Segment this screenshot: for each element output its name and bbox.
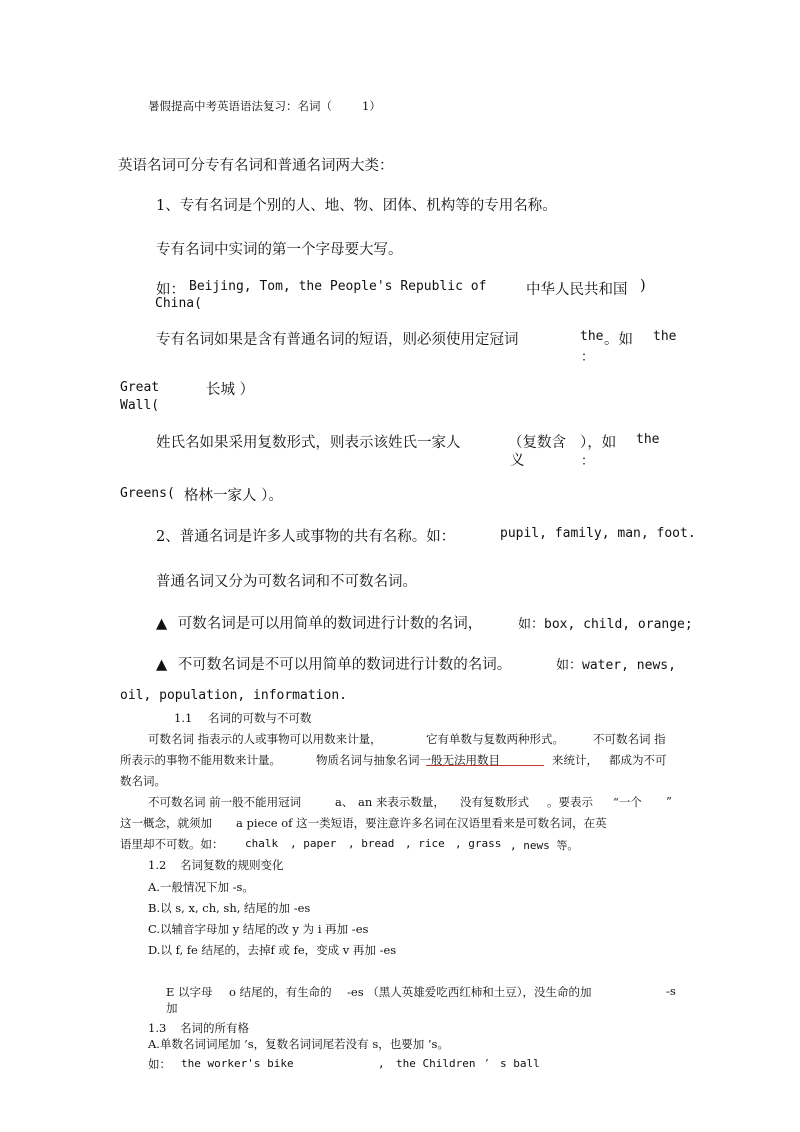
surname-paren2: 义: [510, 453, 525, 469]
section-number: 1.1: [174, 711, 193, 725]
s11-p2-n: , rice: [405, 837, 445, 850]
possessive-ex-lead: 如：: [148, 1057, 171, 1071]
uncountable-text: 不可数名词是不可以用简单的数词进行计数的名词。: [177, 657, 512, 673]
great-wall-en2: Wall(: [120, 398, 160, 413]
possessive-ex-comma: ,: [378, 1057, 385, 1070]
possessive-ex-apos: ’: [485, 1056, 489, 1070]
article-rule: 专有名词如果是含有普通名词的短语，则必须使用定冠词: [156, 332, 519, 348]
s11-line2c: 来统计，: [552, 753, 598, 767]
section-1-1-heading: [174, 710, 311, 726]
proper-noun-definition: 1、专有名词是个别的人、地、物、团体、机构等的专用名称。: [156, 198, 557, 214]
example-chinese: 中华人民共和国: [526, 282, 628, 298]
bullet-countable: [156, 612, 482, 633]
section-1-3-heading: [148, 1020, 249, 1036]
common-noun-definition: 2、普通名词是许多人或事物的共有名称。如：: [156, 529, 456, 545]
triangle-bullet-icon: ▲: [156, 616, 168, 632]
article-colon: ：: [581, 350, 595, 365]
common-noun-examples: pupil, family, man, foot.: [500, 526, 696, 541]
s11-p2-h: 这一概念，就须加: [120, 816, 212, 830]
example-close-paren: ): [640, 278, 646, 294]
capitalization-rule: 专有名词中实词的第一个字母要大写。: [156, 242, 403, 258]
s11-p2-a: 不可数名词 前一般不能用冠词: [148, 795, 302, 809]
section-1-2-heading: [148, 857, 283, 873]
uncountable-examples: 如：water, news,: [556, 658, 676, 673]
example-china: China(: [155, 296, 202, 311]
article-the2: the: [653, 329, 677, 344]
s11-line1c: 不可数名词 指: [593, 732, 666, 746]
red-underline: [426, 765, 544, 766]
surname-colon: ：: [581, 454, 595, 469]
possessive-rule: A.单数名词词尾加 ’s，复数名词词尾若没有 s，也要加 ’s。: [148, 1037, 449, 1051]
rule-e-d: -s: [666, 984, 676, 998]
s11-p2-f: “一个: [613, 795, 642, 809]
possessive-ex-3: s ball: [500, 1057, 540, 1070]
s11-p2-d: 没有复数形式: [460, 795, 529, 809]
rule-b: B.以 s, x, ch, sh, 结尾的加 -es: [148, 901, 311, 915]
common-noun-split: 普通名词又分为可数名词和不可数名词。: [156, 574, 417, 590]
section-title: 名词复数的规则变化: [179, 858, 284, 872]
possessive-ex-1: the worker's bike: [181, 1057, 294, 1070]
s11-p2-b: a、: [335, 795, 354, 809]
example-english: Beijing, Tom, the People's Republic of: [189, 279, 487, 294]
doc-title-num: 1）: [362, 99, 381, 113]
possessive-ex-2: the Children: [396, 1057, 476, 1070]
s11-line2d: 都成为不可: [609, 753, 667, 767]
triangle-bullet-icon: ▲: [156, 657, 168, 673]
section-title: 名词的可数与不可数: [207, 711, 312, 725]
surname-close: ），如: [580, 435, 617, 451]
s11-p2-c: an 来表示数量，: [358, 795, 445, 809]
uncountable-examples-cont: oil, population, information.: [120, 688, 347, 703]
rule-e-e: 加: [166, 1001, 178, 1015]
countable-examples: 如：box, child, orange;: [518, 617, 693, 632]
s11-line2a: 所表示的事物不能用数来计量。: [120, 753, 281, 767]
surname-rule: 姓氏名如果采用复数形式，则表示该姓氏一家人: [156, 435, 461, 451]
rule-d: D.以 f, fe 结尾的，去掉f 或 fe，变成 v 再加 -es: [148, 943, 397, 957]
rule-e-c: -es （黑人英雄爱吃西红柿和土豆），没生命的加: [347, 985, 592, 999]
s11-line2b: 物质名词与抽象名词一般无法用数目: [316, 753, 500, 767]
countable-text: 可数名词是可以用简单的数词进行计数的名词，: [177, 616, 483, 632]
surname-paren1: （复数含: [508, 435, 566, 451]
s11-p2-g: ”: [666, 794, 672, 808]
greens-cn: 格林一家人 ）。: [184, 488, 283, 504]
rule-a: A.一般情况下加 -s。: [148, 880, 254, 894]
bullet-uncountable: [156, 653, 511, 674]
s11-p2-l: , paper: [290, 837, 337, 850]
article-the: the: [580, 329, 604, 344]
s11-line3: 数名词。: [120, 774, 166, 788]
s11-p2-k: chalk: [245, 837, 279, 850]
surname-the: the: [636, 432, 660, 447]
intro-line: 英语名词可分专有名词和普通名词两大类：: [118, 158, 394, 174]
rule-e-a: E 以字母: [166, 985, 213, 999]
section-number: 1.3: [148, 1021, 167, 1035]
great-wall-cn: 长城 ）: [206, 382, 255, 398]
s11-line1a: 可数名词 指表示的人或事物可以用数来计量，: [148, 732, 382, 746]
s11-p2-j: 语里却不可数。如：: [120, 837, 224, 851]
greens-en: Greens(: [120, 486, 175, 501]
doc-title: [148, 98, 381, 114]
s11-p2-p: , news 等。: [510, 839, 579, 852]
great-wall-en1: Great: [120, 380, 160, 395]
s11-p2-o: , grass: [455, 837, 502, 850]
s11-p2-m: , bread: [348, 837, 395, 850]
doc-title-text: 暑假提高中考英语语法复习：名词（: [148, 99, 332, 113]
example-lead: 如：: [156, 282, 185, 298]
section-title: 名词的所有格: [179, 1021, 249, 1035]
rule-e-b: o 结尾的，有生命的: [229, 985, 332, 999]
article-dot: 。如: [604, 332, 633, 348]
rule-c: C.以辅音字母加 y 结尾的改 y 为 i 再加 -es: [148, 922, 369, 936]
s11-p2-i: a piece of 这一类短语，要注意许多名词在汉语里看来是可数名词，在英: [236, 816, 607, 830]
s11-line1b: 它有单数与复数两种形式。: [426, 732, 564, 746]
s11-p2-e: 。要表示: [547, 795, 593, 809]
section-number: 1.2: [148, 858, 167, 872]
